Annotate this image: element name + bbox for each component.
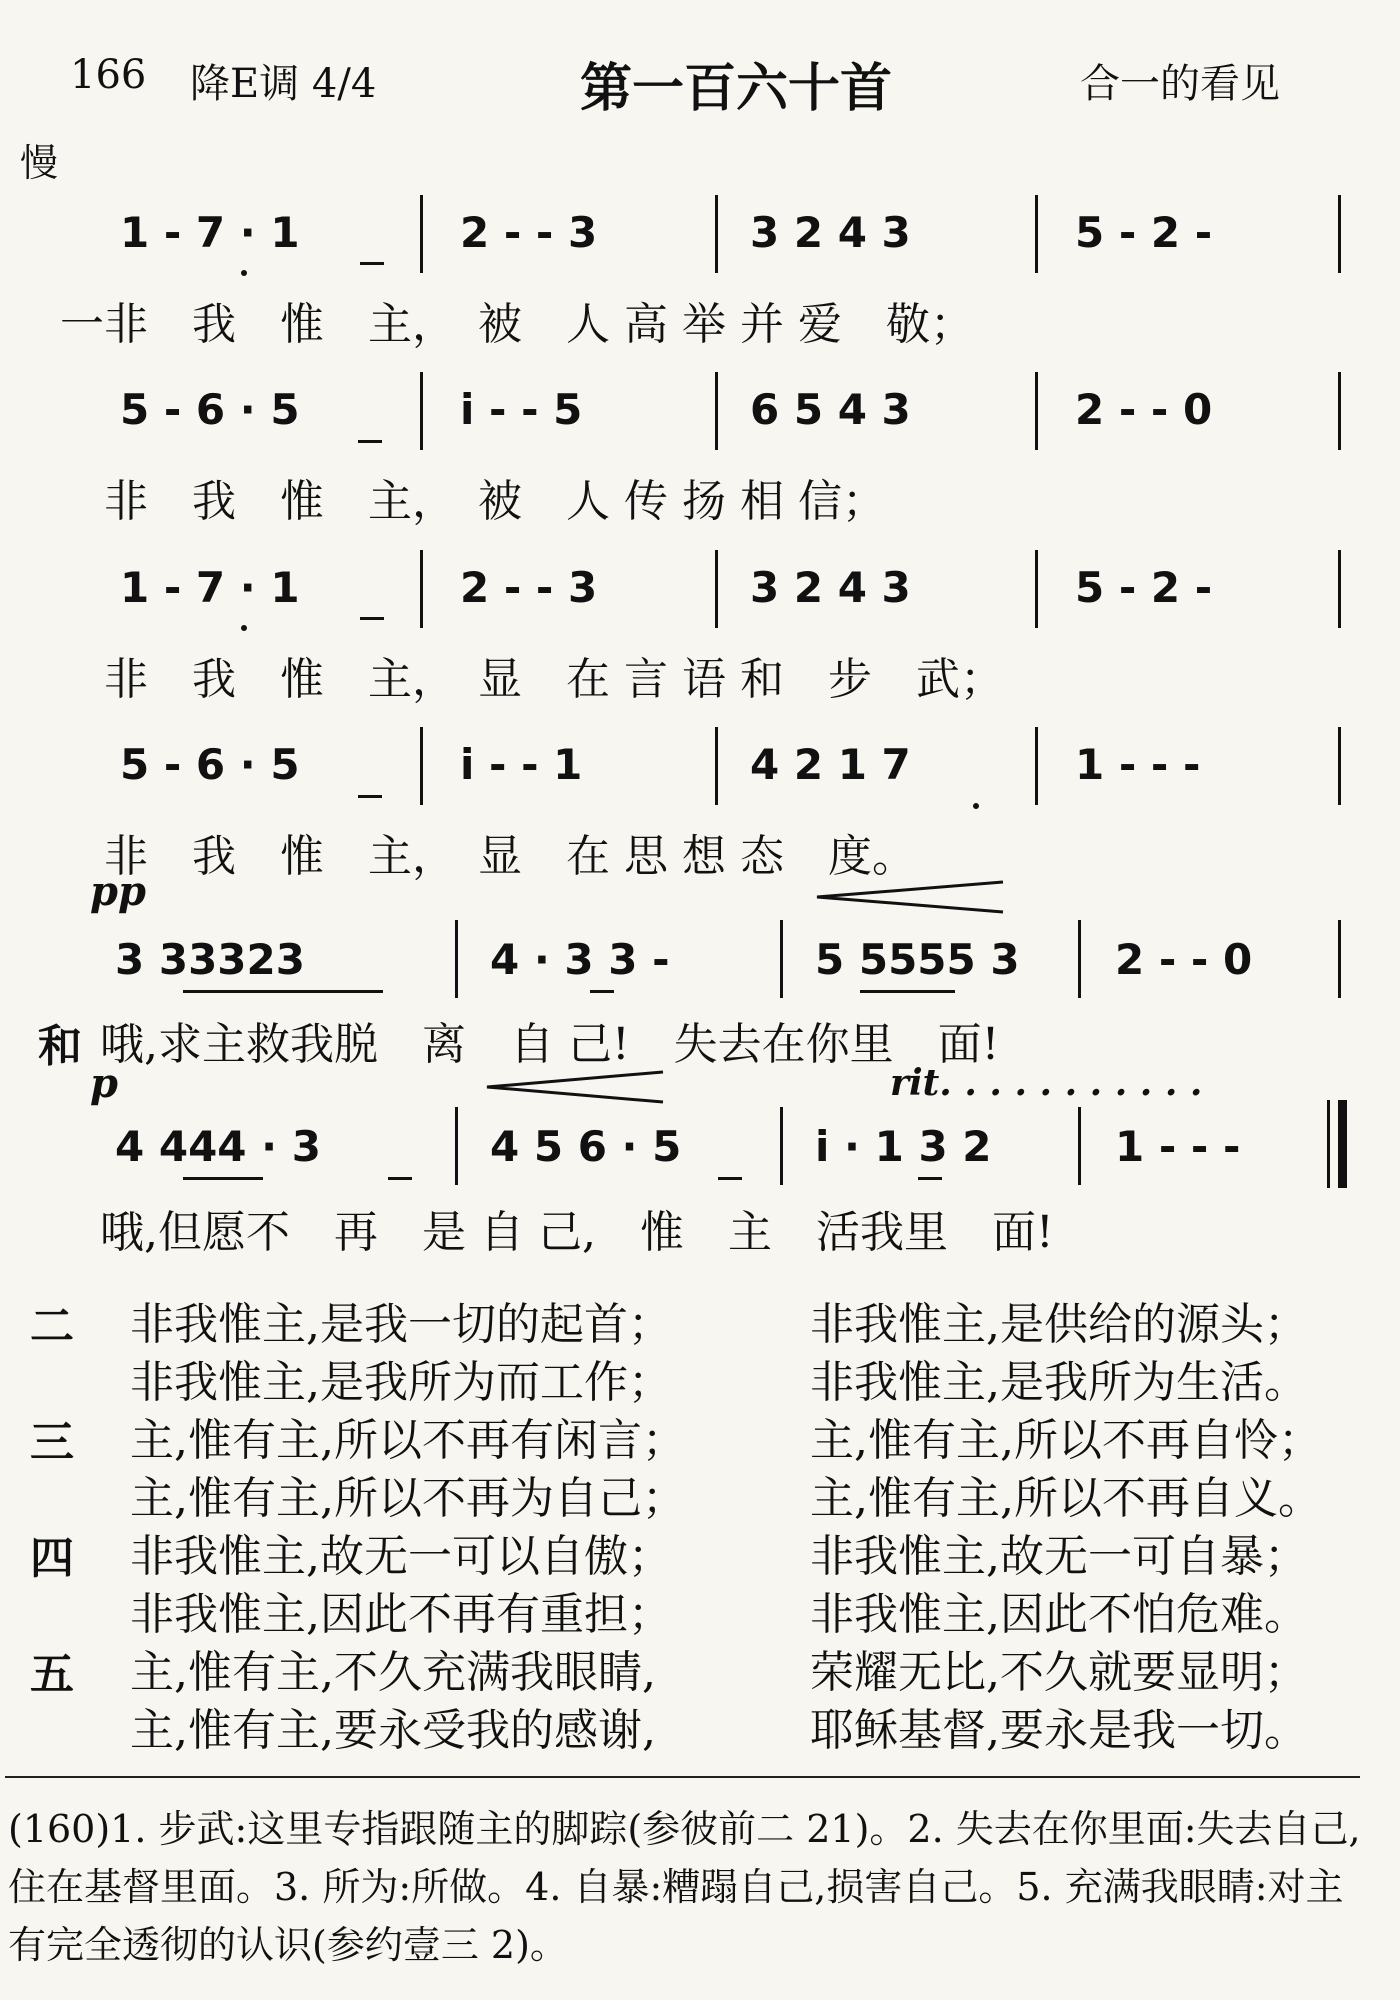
verse-line: 非我惟主,是供给的源头； [810, 1299, 1308, 1350]
measure-6-1: 4 444 · 3 [115, 1122, 321, 1171]
final-barline-thin [1327, 1100, 1330, 1188]
barline [1035, 727, 1038, 805]
measure-5-4: 2 - - 0 [1115, 935, 1253, 984]
verse-line: 主,惟有主,所以不再自怜； [810, 1415, 1322, 1466]
hymn-number: 166 [70, 52, 147, 98]
underline-mark [590, 990, 614, 993]
verse-line: 主,惟有主,要永受我的感谢, [130, 1705, 656, 1756]
underline-mark [860, 990, 955, 993]
final-barline-thick [1338, 1100, 1347, 1188]
verse-line: 非我惟主,因此不再有重担； [130, 1589, 672, 1640]
barline [1035, 195, 1038, 273]
underline-mark [358, 795, 382, 798]
refrain-label: 和 [38, 1021, 82, 1072]
underline-mark [183, 990, 383, 993]
barline [455, 1107, 458, 1185]
measure-1-3: 3 2 4 3 [750, 208, 911, 257]
barline [420, 727, 423, 805]
tempo-marking: 慢 [20, 141, 59, 185]
barline [780, 920, 783, 998]
underline-mark [718, 1177, 742, 1180]
measure-5-1: 3 33323 [115, 935, 305, 984]
measure-6-3: i · 1 3 2 [815, 1122, 992, 1171]
hymn-theme: 合一的看见 [1080, 61, 1280, 107]
crescendo-hairpin [485, 1070, 665, 1104]
barline [420, 550, 423, 628]
verse-line: 主,惟有主,所以不再有闲言； [130, 1415, 686, 1466]
barline [1338, 550, 1341, 628]
measure-1-4: 5 - 2 - [1075, 208, 1213, 257]
underline-mark [358, 440, 382, 443]
barline [1338, 920, 1341, 998]
measure-4-1: 5 - 6 · 5 [120, 740, 300, 789]
barline [715, 195, 718, 273]
barline [715, 372, 718, 450]
barline [1078, 1107, 1081, 1185]
barline [715, 727, 718, 805]
key-signature: 降E调 4/4 [190, 61, 377, 107]
measure-4-4: 1 - - - [1075, 740, 1201, 789]
ritardando-marking: rit. . . . . . . . . . . [890, 1062, 1203, 1104]
barline [1338, 372, 1341, 450]
measure-3-2: 2 - - 3 [460, 563, 598, 612]
underline-mark [183, 1177, 263, 1180]
octave-dot [241, 625, 247, 631]
octave-dot [241, 270, 247, 276]
footnote: (160)1. 步武:这里专指跟随主的脚踪(参彼前二 21)。2. 失去在你里面:失去自己,住在基督里面。3. 所为:所做。4. 自暴:糟蹋自己,损害自己。5. 充满我眼睛:对主有完全透彻的认识(参约壹三 2)。 [8, 1807, 1361, 1967]
measure-5-3: 5 5555 3 [815, 935, 1020, 984]
barline [1338, 727, 1341, 805]
underline-mark [360, 617, 384, 620]
crescendo-hairpin [815, 880, 1005, 914]
measure-1-1: 1 - 7 · 1 [120, 208, 300, 257]
verse-line: 非我惟主,故无一可自暴； [810, 1531, 1308, 1582]
measure-2-1: 5 - 6 · 5 [120, 385, 300, 434]
verse-line: 主,惟有主,所以不再为自己； [130, 1473, 686, 1524]
barline [1035, 550, 1038, 628]
barline [1035, 372, 1038, 450]
measure-4-2: i - - 1 [460, 740, 583, 789]
octave-dot [973, 803, 979, 809]
barline [1338, 195, 1341, 273]
hymn-title: 第一百六十首 [580, 59, 893, 119]
lyric-line-6: 哦,但愿不 再 是 自 己, 惟 主 活我里 面! [100, 1207, 1054, 1258]
measure-2-3: 6 5 4 3 [750, 385, 911, 434]
lyric-line-5: 哦,求主救我脱 离 自 己! 失去在你里 面! [100, 1019, 1000, 1070]
dynamic-p: p [90, 1060, 118, 1107]
verse-line: 非我惟主,是我一切的起首； [130, 1299, 672, 1350]
underline-mark [360, 262, 384, 265]
verse-number: 二 [30, 1301, 74, 1352]
verse-line: 非我惟主,故无一可以自傲； [130, 1531, 672, 1582]
verse-line: 非我惟主,是我所为生活。 [810, 1357, 1308, 1408]
lyric-line-2: 非 我 惟 主， 被 人 传 扬 相 信； [60, 476, 886, 527]
measure-1-2: 2 - - 3 [460, 208, 598, 257]
barline [1078, 920, 1081, 998]
verse-line: 耶稣基督,要永是我一切。 [810, 1705, 1308, 1756]
lyric-line-1: 一非 我 惟 主， 被 人 高 举 并 爱 敬； [60, 299, 974, 350]
barline [715, 550, 718, 628]
measure-6-4: 1 - - - [1115, 1122, 1241, 1171]
measure-4-3: 4 2 1 7 [750, 740, 911, 789]
dynamic-pp: pp [90, 868, 146, 915]
verse-line: 非我惟主,是我所为而工作； [130, 1357, 672, 1408]
lyric-line-3: 非 我 惟 主， 显 在 言 语 和 步 武； [60, 654, 1004, 705]
verse-line: 非我惟主,因此不怕危难。 [810, 1589, 1308, 1640]
verse-line: 荣耀无比,不久就要显明； [810, 1647, 1308, 1698]
verse-line: 主,惟有主,所以不再自义。 [810, 1473, 1322, 1524]
measure-5-2: 4 · 3 3 - [490, 935, 670, 984]
barline [420, 195, 423, 273]
lyric-line-4: 非 我 惟 主， 显 在 思 想 态 度。 [60, 831, 916, 882]
verse-number: 三 [30, 1417, 74, 1468]
underline-mark [918, 1177, 942, 1180]
barline [420, 372, 423, 450]
barline [780, 1107, 783, 1185]
underline-mark [388, 1177, 412, 1180]
measure-3-3: 3 2 4 3 [750, 563, 911, 612]
measure-3-1: 1 - 7 · 1 [120, 563, 300, 612]
footnote-divider [5, 1776, 1360, 1778]
barline [455, 920, 458, 998]
verse-number: 五 [30, 1649, 74, 1700]
verse-line: 主,惟有主,不久充满我眼睛, [130, 1647, 656, 1698]
measure-3-4: 5 - 2 - [1075, 563, 1213, 612]
measure-2-2: i - - 5 [460, 385, 583, 434]
measure-6-2: 4 5 6 · 5 [490, 1122, 682, 1171]
measure-2-4: 2 - - 0 [1075, 385, 1213, 434]
verse-number: 四 [30, 1533, 74, 1584]
